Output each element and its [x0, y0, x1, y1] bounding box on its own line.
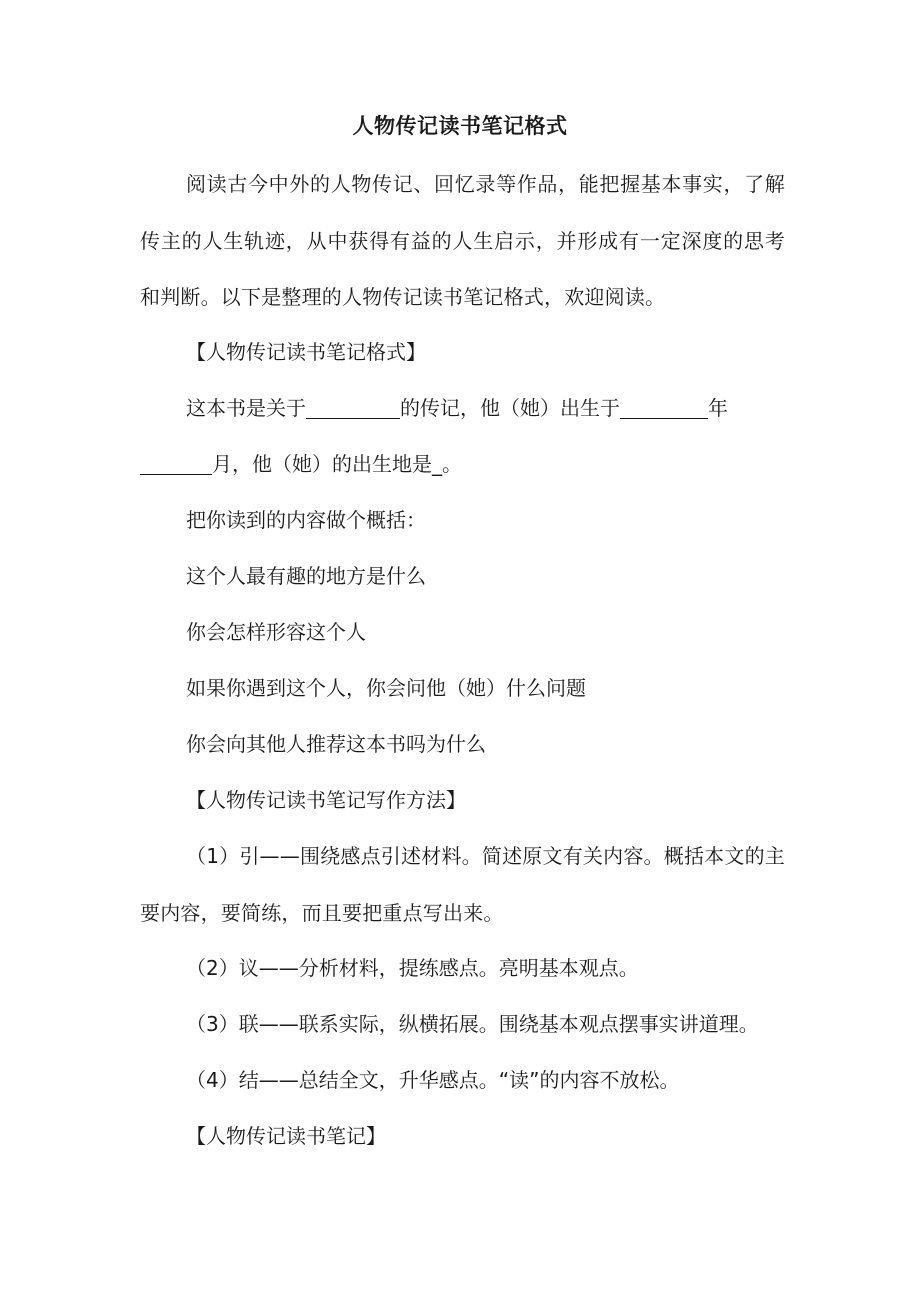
- section-heading-format: 【人物传记读书笔记格式】: [186, 340, 426, 364]
- prompt-recommend: 你会向其他人推荐这本书吗为什么: [186, 732, 486, 756]
- section-heading-method: 【人物传记读书笔记写作方法】: [186, 788, 466, 812]
- fill-text-4: 月，他（她）的出生地是_。: [212, 452, 462, 476]
- fill-text-2: 的传记，他（她）出生于: [400, 396, 620, 420]
- fill-in-line-continued: [140, 446, 462, 482]
- method-item-1: （1）引——围绕感点引述材料。简述原文有关内容。概括本文的主要内容，要简练，而且要把重点写出来。: [140, 844, 785, 925]
- prompt-summary: 把你读到的内容做个概括：: [186, 508, 426, 532]
- blank-year: [620, 396, 708, 419]
- prompt-question: 如果你遇到这个人，你会问他（她）什么问题: [186, 676, 586, 700]
- blank-subject: [306, 396, 400, 419]
- fill-text-1: 这本书是关于: [186, 396, 306, 420]
- prompt-interesting: 这个人最有趣的地方是什么: [186, 564, 426, 588]
- section-heading-notes: 【人物传记读书笔记】: [186, 1124, 386, 1148]
- intro-paragraph: 阅读古今中外的人物传记、回忆录等作品，能把握基本事实，了解传主的人生轨迹，从中获得有益的人生启示，并形成有一定深度的思考和判断。以下是整理的人物传记读书笔记格式，欢迎阅读。: [140, 172, 785, 309]
- document-title: 人物传记读书笔记格式: [352, 114, 568, 138]
- method-item-2: （2）议——分析材料，提练感点。亮明基本观点。: [186, 956, 639, 980]
- method-item-4: （4）结——总结全文，升华感点。“读”的内容不放松。: [186, 1068, 680, 1092]
- fill-text-3: 年: [708, 396, 728, 420]
- method-item-3: （3）联——联系实际，纵横拓展。围绕基本观点摆事实讲道理。: [186, 1012, 759, 1036]
- blank-month: [140, 452, 212, 475]
- fill-in-line: [186, 390, 728, 426]
- prompt-describe: 你会怎样形容这个人: [186, 620, 366, 644]
